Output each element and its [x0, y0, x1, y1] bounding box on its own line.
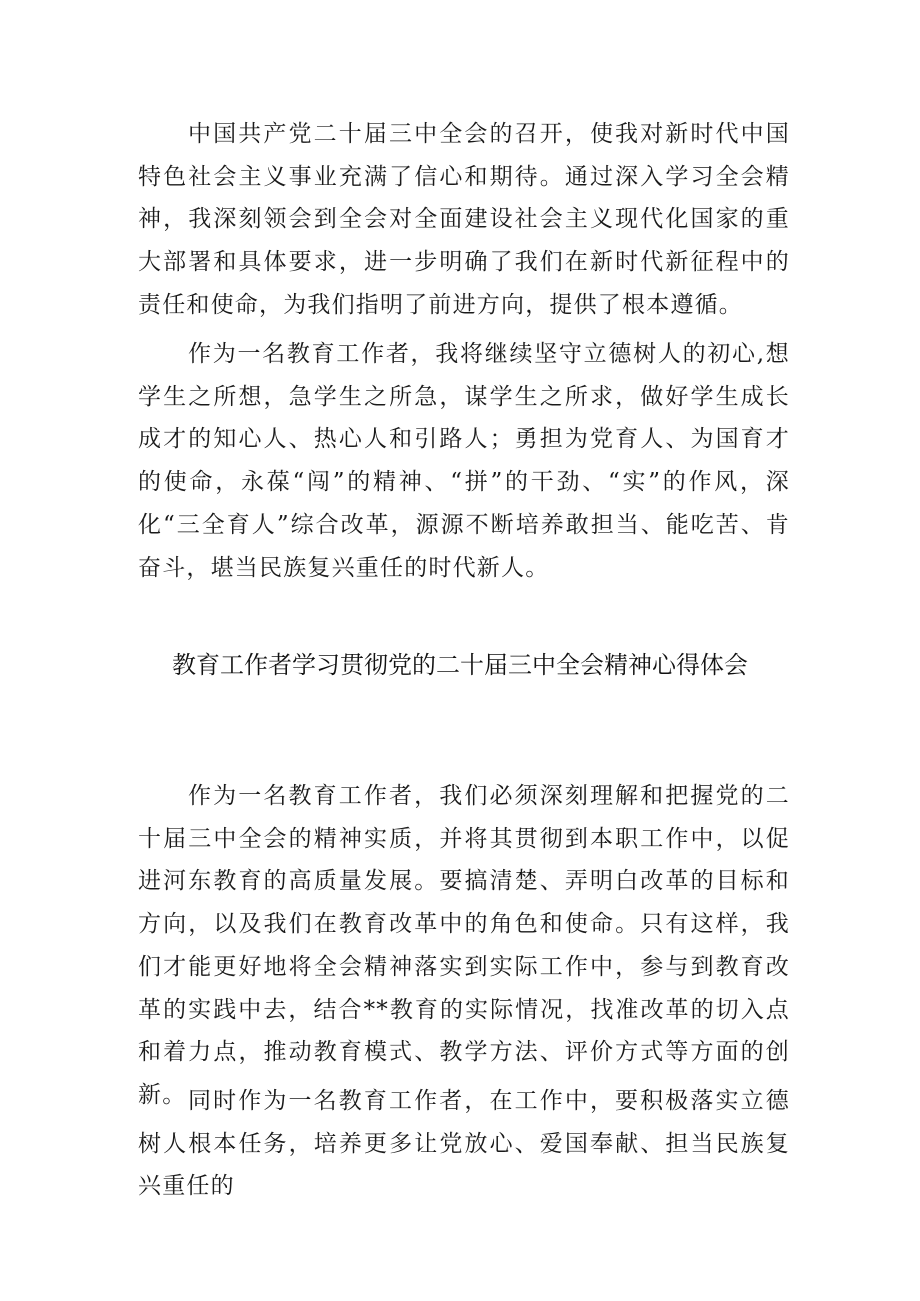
paragraph-2: 作为一名教育工作者，我将继续坚守立德树人的初心,想学生之所想，急学生之所急，谋学生之所求，做好学生成长成才的知心人、热心人和引路人；勇担为党育人、为国育才的使命，永葆“闯”的精神、“拼”的干劲、“实”的作风，深化“三全育人”综合改革，源源不断培养敢担当、能吃苦、肯奋斗，堪当民族复兴重任的时代新人。 [138, 341, 790, 581]
paragraph-4: 同时作为一名教育工作者，在工作中，要积极落实立德树人根本任务，培养更多让党放心、爱国奉献、担当民族复兴重任的 [138, 1088, 790, 1200]
paragraph-3: 作为一名教育工作者，我们必须深刻理解和把握党的二十届三中全会的精神实质，并将其贯彻到本职工作中，以促进河东教育的高质量发展。要搞清楚、弄明白改革的目标和方向，以及我们在教育改革中的角色和使命。只有这样，我们才能更好地将全会精神落实到实际工作中，参与到教育改革的实践中去，结合**教育的实际情况，找准改革的切入点和着力点，推动教育模式、教学方法、评价方式等方面的创新。 [138, 783, 790, 1108]
section-heading: 教育工作者学习贯彻党的二十届三中全会精神心得体会 [172, 651, 748, 679]
paragraph-1: 中国共产党二十届三中全会的召开，使我对新时代中国特色社会主义事业充满了信心和期待。通过深入学习全会精神，我深刻领会到全会对全面建设社会主义现代化国家的重大部署和具体要求，进一步明确了我们在新时代新征程中的责任和使命，为我们指明了前进方向，提供了根本遵循。 [138, 121, 790, 318]
